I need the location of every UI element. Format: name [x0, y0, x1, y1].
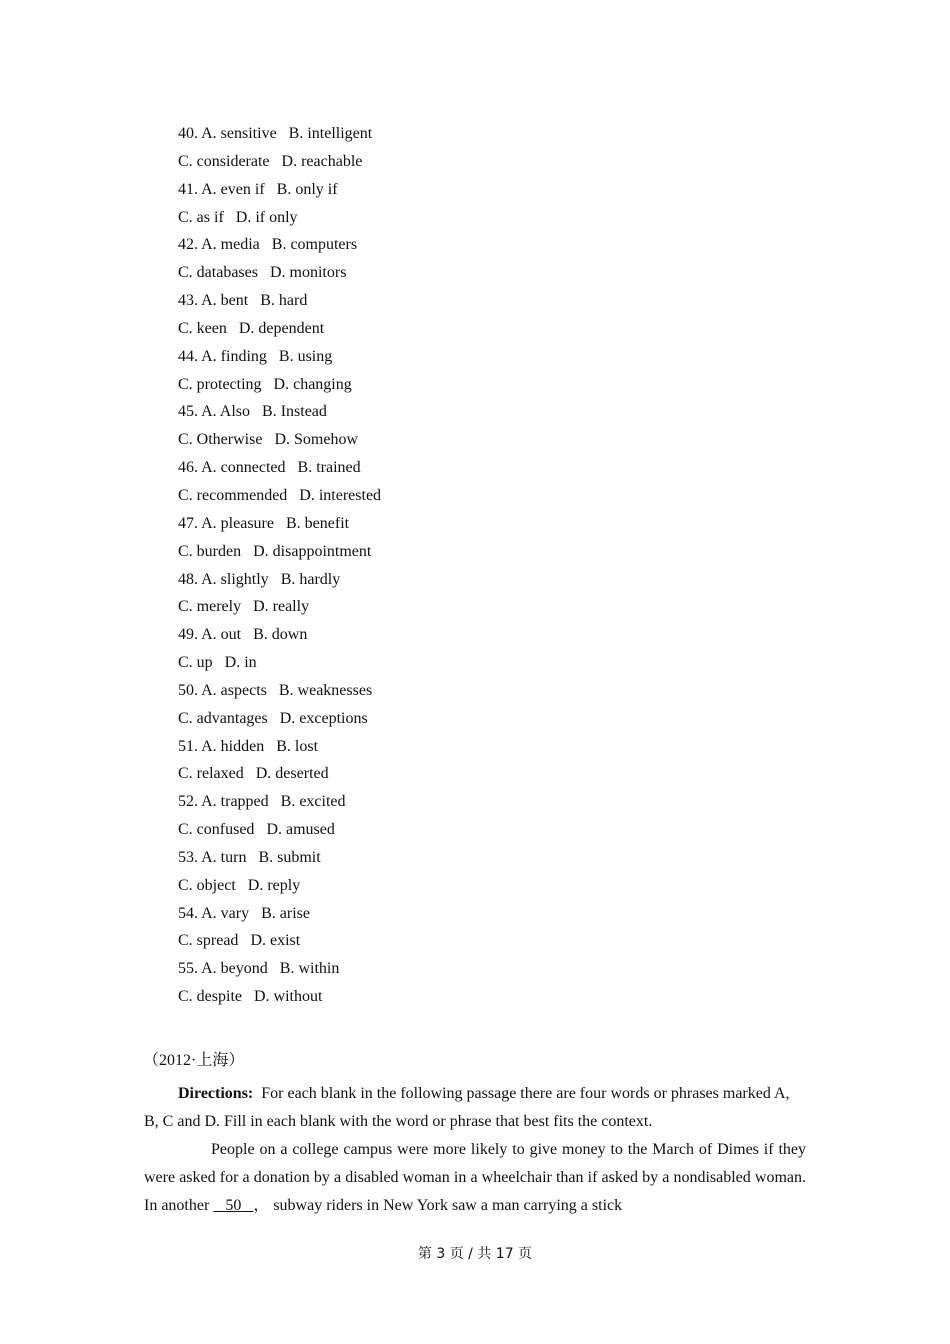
option-line	[178, 315, 818, 343]
option-right: D. deserted	[255, 765, 329, 783]
option-right: B. benefit	[285, 514, 350, 532]
option-left: C. as if	[178, 208, 224, 226]
option-left: C. recommended	[178, 486, 288, 504]
option-left: 47. A. pleasure	[178, 514, 274, 532]
option-right: B. within	[279, 960, 340, 978]
option-line	[178, 538, 818, 566]
option-line	[178, 760, 818, 788]
option-line	[178, 148, 818, 176]
blank-number: 50	[225, 1197, 242, 1214]
option-right: B. lost	[276, 737, 319, 755]
option-left: C. considerate	[178, 152, 270, 170]
option-right: D. interested	[299, 486, 382, 504]
option-right: D. really	[253, 598, 310, 616]
option-right: D. reply	[247, 876, 301, 894]
option-right: D. if only	[235, 208, 298, 226]
directions-text: For each blank in the following passage there are four words or phrases marked A, B, C and D. Fill in each blank with the word or phrase that best fits the context.	[144, 1085, 790, 1130]
option-right: D. dependent	[238, 319, 325, 337]
passage-text-after: ， subway riders in New York saw a man carrying a stick	[253, 1197, 623, 1214]
option-line	[178, 120, 818, 148]
directions-label: Directions:	[178, 1085, 254, 1102]
passage-text-before: People on a college campus were more likely to give money to the March of Dimes if they were asked for a donation by a disabled woman in a wheelchair than if asked by a nondisabled woman. In another	[144, 1141, 806, 1214]
option-right: B. using	[278, 347, 333, 365]
option-left: 43. A. bent	[178, 292, 249, 310]
option-right: B. submit	[258, 848, 321, 866]
option-left: C. keen	[178, 319, 227, 337]
option-left: C. burden	[178, 542, 242, 560]
option-line	[178, 872, 818, 900]
option-left: 42. A. media	[178, 236, 260, 254]
option-line	[178, 510, 818, 538]
option-right: B. hardly	[280, 570, 341, 588]
option-left: 44. A. finding	[178, 347, 267, 365]
option-right: B. hard	[260, 292, 308, 310]
option-right: B. excited	[280, 793, 346, 811]
source-label: （2012·上海）	[143, 1052, 245, 1069]
option-right: B. arise	[261, 904, 310, 922]
option-left: 40. A. sensitive	[178, 125, 277, 142]
option-left: C. confused	[178, 821, 255, 839]
option-right: D. disappointment	[253, 542, 372, 560]
option-right: B. weaknesses	[278, 681, 373, 699]
option-left: 45. A. Also	[178, 403, 251, 421]
option-line	[178, 287, 818, 315]
option-right: D. amused	[266, 821, 335, 839]
option-right: D. changing	[273, 375, 352, 393]
option-line	[178, 788, 818, 816]
option-right: B. Instead	[262, 403, 327, 421]
option-right: B. only if	[276, 180, 338, 198]
option-line	[178, 176, 818, 204]
option-line	[178, 677, 818, 705]
option-line	[178, 259, 818, 287]
option-line	[178, 621, 818, 649]
option-line	[178, 566, 818, 594]
option-line	[178, 482, 818, 510]
option-left: 48. A. slightly	[178, 570, 269, 588]
option-line	[178, 955, 818, 983]
option-left: 53. A. turn	[178, 848, 247, 866]
option-line	[178, 454, 818, 482]
option-left: 41. A. even if	[178, 180, 265, 198]
option-right: D. exist	[250, 932, 301, 950]
option-left: C. object	[178, 876, 236, 894]
option-left: C. despite	[178, 988, 242, 1006]
option-left: 46. A. connected	[178, 459, 286, 477]
option-line	[178, 426, 818, 454]
option-line	[178, 231, 818, 259]
option-right: D. in	[224, 654, 257, 672]
option-line	[178, 343, 818, 371]
option-left: 50. A. aspects	[178, 681, 267, 699]
option-right: B. down	[253, 626, 308, 644]
passage-paragraph	[144, 1136, 806, 1220]
option-line	[178, 204, 818, 232]
option-right: B. intelligent	[288, 125, 373, 142]
option-left: 54. A. vary	[178, 904, 250, 922]
option-line	[178, 398, 818, 426]
option-left: C. spread	[178, 932, 239, 950]
option-right: B. trained	[297, 459, 361, 477]
option-right: D. without	[254, 988, 323, 1006]
option-left: C. up	[178, 654, 213, 672]
option-left: 55. A. beyond	[178, 960, 268, 978]
option-left: C. protecting	[178, 375, 262, 393]
option-right: D. Somehow	[274, 431, 358, 449]
option-left: 51. A. hidden	[178, 737, 265, 755]
answer-options-list	[178, 120, 818, 1011]
option-line	[178, 371, 818, 399]
option-right: D. monitors	[269, 264, 347, 282]
option-left: C. databases	[178, 264, 258, 282]
option-right: D. reachable	[281, 152, 363, 170]
option-line	[178, 733, 818, 761]
option-right: B. computers	[271, 236, 358, 254]
option-line	[178, 593, 818, 621]
option-left: 52. A. trapped	[178, 793, 269, 811]
option-line	[178, 983, 818, 1011]
option-left: 49. A. out	[178, 626, 242, 644]
option-line	[178, 900, 818, 928]
option-line	[178, 844, 818, 872]
option-right: D. exceptions	[279, 709, 368, 727]
directions-paragraph	[144, 1080, 806, 1136]
option-left: C. merely	[178, 598, 242, 616]
option-left: C. relaxed	[178, 765, 244, 783]
page-footer: 第 3 页 / 共 17 页	[417, 1246, 533, 1262]
option-line	[178, 705, 818, 733]
option-left: C. Otherwise	[178, 431, 263, 449]
option-line	[178, 649, 818, 677]
option-left: C. advantages	[178, 709, 268, 727]
option-line	[178, 927, 818, 955]
option-line	[178, 816, 818, 844]
blank-50	[213, 1197, 253, 1214]
